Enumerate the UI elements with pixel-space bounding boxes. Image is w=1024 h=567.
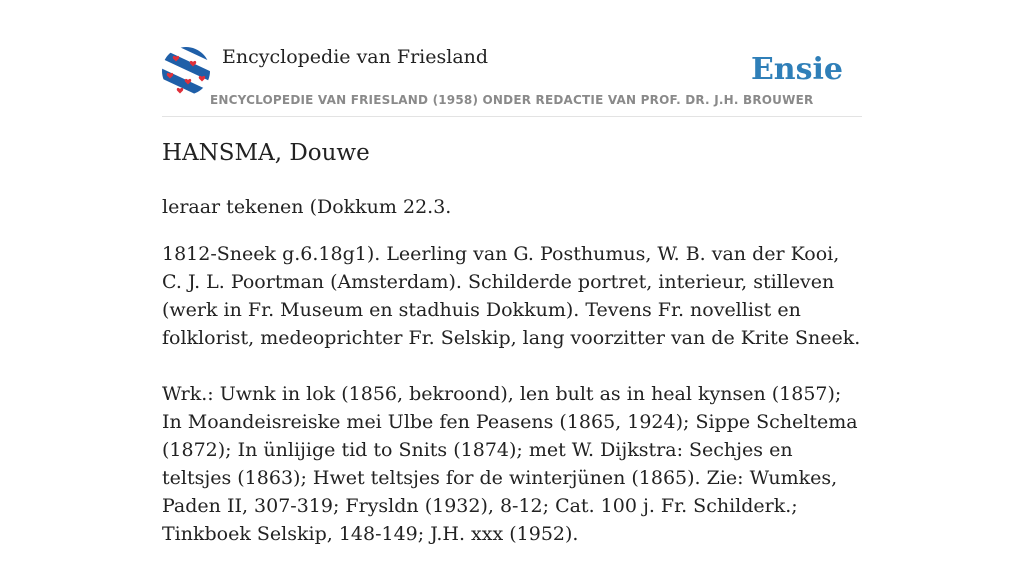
site-header: [162, 40, 862, 117]
site-subtitle: ENCYCLOPEDIE VAN FRIESLAND (1958) ONDER REDACTIE VAN PROF. DR. J.H. BROUWER: [210, 93, 814, 107]
entry-title: HANSMA, Douwe: [162, 140, 370, 166]
entry-content: [162, 193, 862, 567]
site-title[interactable]: Encyclopedie van Friesland: [222, 46, 489, 68]
ensie-logo[interactable]: Ensie: [750, 52, 843, 87]
frisian-flag-icon[interactable]: [162, 47, 210, 95]
entry-paragraph: Wrk.: Uwnk in lok (1856, bekroond), len bult as in heal kynsen (1857); In Moandeisreiske mei Ulbe fen Peasens (1865, 1924); Sippe Scheltema (1872); In ünlijige tid to Snits (1874); met W. Dijkstra: Sechjes en teltsjes (1863); Hwet teltsjes for de winterjünen (1865). Zie: Wumkes, Paden II, 307-319; Frysldn (1932), 8-12; Cat. 100 j. Fr. Schilderk.; Tinkboek Selskip, 148-149; J.H. xxx (1952).: [162, 383, 858, 545]
entry-paragraph: leraar tekenen (Dokkum 22.3.: [162, 196, 452, 218]
entry-paragraph: 1812-Sneek g.6.18g1). Leerling van G. Posthumus, W. B. van der Kooi, C. J. L. Poortman (Amsterdam). Schilderde portret, interieur, stilleven (werk in Fr. Museum en stadhuis Dokkum). Tevens Fr. novellist en folklorist, medeoprichter Fr. Selskip, lang voorzitter van de Krite Sneek.: [162, 243, 861, 349]
